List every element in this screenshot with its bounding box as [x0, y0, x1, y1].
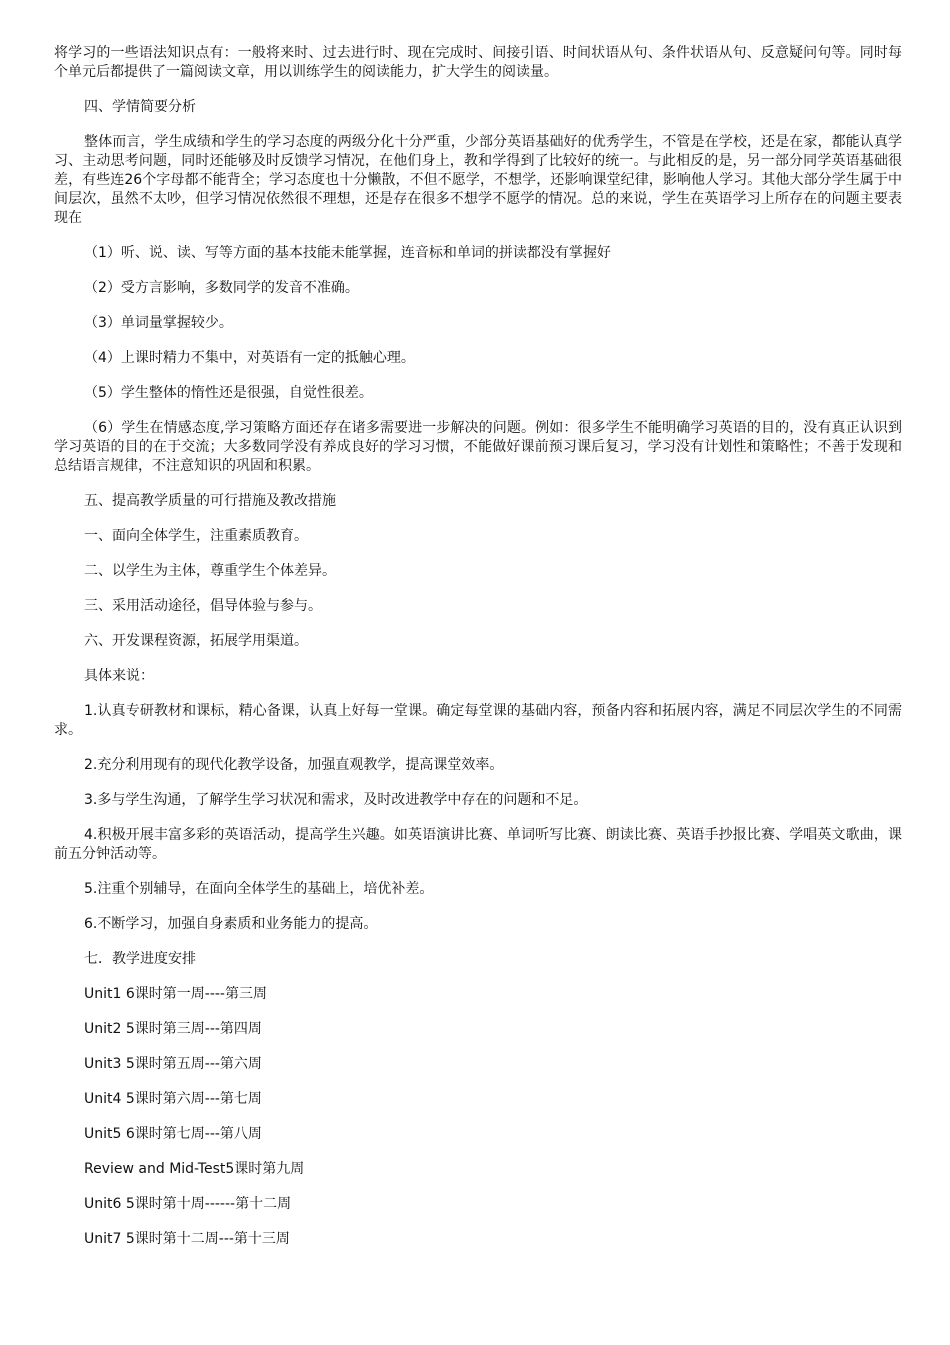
section-heading-4: 四、学情简要分析	[84, 99, 196, 115]
schedule-unit7: Unit7 5课时第十二周---第十三周	[84, 1231, 290, 1247]
schedule-unit3: Unit3 5课时第五周---第六周	[84, 1056, 262, 1072]
schedule-review-midtest: Review and Mid-Test5课时第九周	[84, 1161, 305, 1177]
schedule-unit1: Unit1 6课时第一周----第三周	[84, 986, 267, 1002]
problem-item-5: （5）学生整体的惰性还是很强，自觉性很差。	[84, 385, 373, 401]
schedule-unit5: Unit5 6课时第七周---第八周	[84, 1126, 262, 1142]
problem-item-1: （1）听、说、读、写等方面的基本技能未能掌握，连音标和单词的拼读都没有掌握好	[84, 245, 611, 261]
problem-item-4: （4）上课时精力不集中，对英语有一定的抵触心理。	[84, 350, 415, 366]
problem-item-6: （6）学生在情感态度,学习策略方面还存在诸多需要进一步解决的问题。例如：很多学生不能明确学习英语的目的，没有真正认识到学习英语的目的在于交流；大多数同学没有养成良好的学习习惯，不能做好课前预习课后复习，学习没有计划性和策略性；不善于发现和总结语言规律，不注意知识的巩固和积累。	[54, 420, 902, 474]
specific-item-1: 1.认真专研教材和课标，精心备课，认真上好每一堂课。确定每堂课的基础内容，预备内容和拓展内容，满足不同层次学生的不同需求。	[54, 703, 902, 738]
section-heading-6: 六、开发课程资源，拓展学用渠道。	[84, 633, 308, 649]
specific-item-5: 5.注重个别辅导，在面向全体学生的基础上，培优补差。	[84, 881, 434, 897]
problem-item-3: （3）单词量掌握较少。	[84, 315, 233, 331]
paragraph-student-analysis: 整体而言，学生成绩和学生的学习态度的两级分化十分严重，少部分英语基础好的优秀学生，不管是在学校，还是在家，都能认真学习、主动思考问题，同时还能够及时反馈学习情况，在他们身上，教和学得到了比较好的统一。与此相反的是，另一部分同学英语基础很差，有些连26个字母都不能背全；学习态度也十分懒散，不但不愿学，不想学，还影响课堂纪律，影响他人学习。其他大部分学生属于中间层次，虽然不太吵，但学习情况依然很不理想，还是存在很多不想学不愿学的情况。总的来说，学生在英语学习上所存在的问题主要表现在	[54, 134, 902, 226]
measure-item-2: 二、以学生为主体，尊重学生个体差异。	[84, 563, 336, 579]
paragraph-grammar-intro: 将学习的一些语法知识点有：一般将来时、过去进行时、现在完成时、间接引语、时间状语从句、条件状语从句、反意疑问句等。同时每个单元后都提供了一篇阅读文章，用以训练学生的阅读能力，扩大学生的阅读量。	[54, 45, 902, 80]
section-heading-5: 五、提高教学质量的可行措施及教改措施	[84, 493, 336, 509]
document-body	[54, 44, 902, 1249]
specifics-label: 具体来说：	[84, 668, 154, 684]
specific-item-2: 2.充分利用现有的现代化教学设备，加强直观教学，提高课堂效率。	[84, 757, 504, 773]
section-heading-7: 七．教学进度安排	[84, 951, 196, 967]
specific-item-6: 6.不断学习，加强自身素质和业务能力的提高。	[84, 916, 378, 932]
schedule-unit2: Unit2 5课时第三周---第四周	[84, 1021, 262, 1037]
measure-item-3: 三、采用活动途径，倡导体验与参与。	[84, 598, 322, 614]
schedule-unit6: Unit6 5课时第十周------第十二周	[84, 1196, 292, 1212]
specific-item-4: 4.积极开展丰富多彩的英语活动，提高学生兴趣。如英语演讲比赛、单词听写比赛、朗读比赛、英语手抄报比赛、学唱英文歌曲，课前五分钟活动等。	[54, 827, 902, 862]
measure-item-1: 一、面向全体学生，注重素质教育。	[84, 528, 308, 544]
problem-item-2: （2）受方言影响，多数同学的发音不准确。	[84, 280, 359, 296]
schedule-unit4: Unit4 5课时第六周---第七周	[84, 1091, 262, 1107]
specific-item-3: 3.多与学生沟通，了解学生学习状况和需求，及时改进教学中存在的问题和不足。	[84, 792, 588, 808]
